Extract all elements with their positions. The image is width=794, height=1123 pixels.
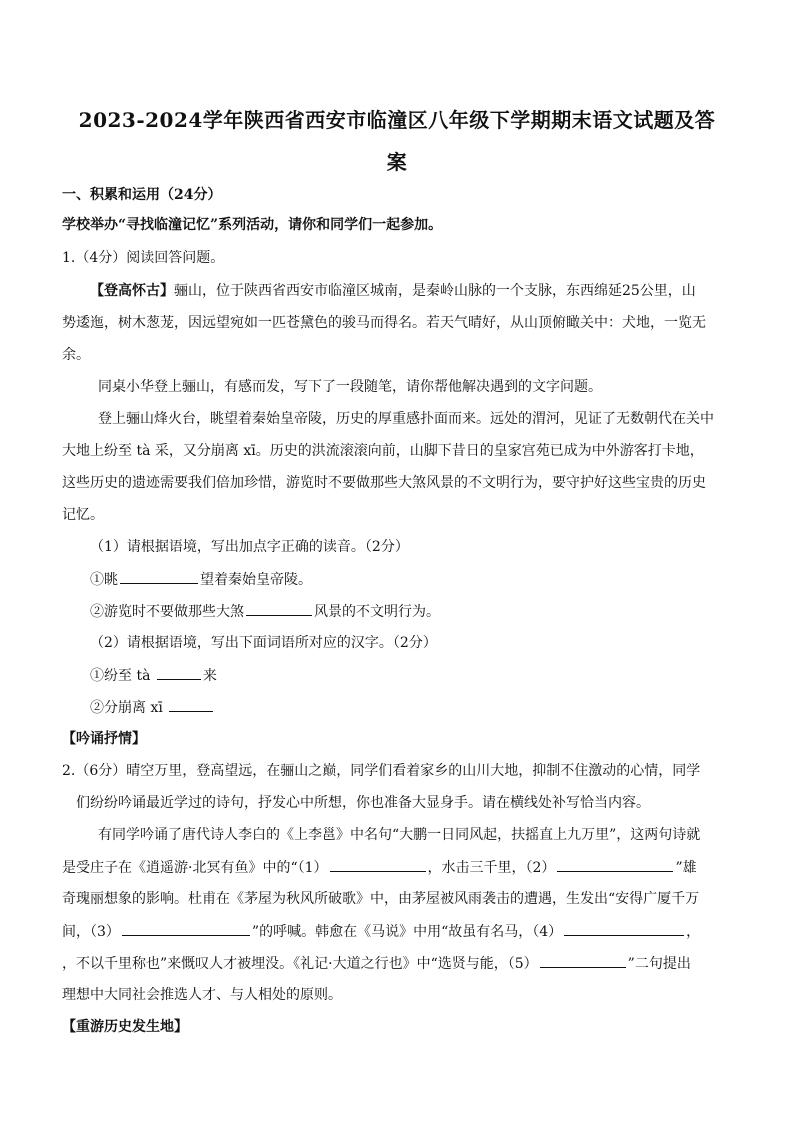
section-recite-heading: 【吟诵抒情】 — [62, 731, 146, 747]
q1-stem: 1.（4分）阅读回答问题。 — [62, 250, 225, 266]
q2-l4-b: ，水击三千里，（2） — [427, 860, 556, 876]
answer-blank[interactable] — [120, 569, 198, 584]
answer-blank[interactable] — [540, 953, 626, 968]
activity-intro: 学校举办“寻找临潼记忆”系列活动，请你和同学们一起参加。 — [62, 217, 443, 233]
sub2-b-pre: ②分崩离 xī — [90, 700, 163, 716]
q1-essay-line2: 大地上纷至 tà 采，又分崩离 xī。历史的洪流滚滚向前，山脚下昔日的皇家宫苑已成为中外游客打卡地， — [62, 443, 704, 459]
answer-blank[interactable] — [330, 857, 426, 872]
page-title-line1: 2023-2024学年陕西省西安市临潼区八年级下学期期末语文试题及答 — [78, 108, 716, 132]
answer-blank[interactable] — [564, 921, 684, 936]
answer-blank[interactable] — [157, 665, 201, 680]
q2-line5: 奇瑰丽想象的影响。杜甫在《茅屋为秋风所破歌》中，由茅屋被风雨袭击的遭遇，生发出“安得广厦千万 — [62, 891, 700, 907]
q2-line6 — [62, 921, 700, 942]
q2-l4-c: ”雄 — [675, 860, 697, 876]
q1-essay-line4: 记忆。 — [62, 507, 104, 523]
answer-blank[interactable] — [246, 601, 312, 616]
q1-passage-line1 — [90, 281, 696, 301]
q2-l6-b: ”的呼喊。韩愈在《马说》中用“故虽有名马，（4） — [251, 924, 563, 940]
q2-line7 — [62, 953, 691, 974]
q1-sub2-prompt: （2）请根据语境，写出下面词语所对应的汉字。（2分） — [90, 635, 437, 651]
q1-sub1-prompt: （1）请根据语境，写出加点字正确的读音。（2分） — [90, 539, 409, 555]
q2-line4 — [62, 857, 697, 878]
q1-sub2-b — [90, 697, 215, 718]
q2-line3: 有同学吟诵了唐代诗人李白的《上李邕》中名句“大鹏一日同风起，扶摇直上九万里”，这两句诗就 — [98, 827, 701, 843]
q1-essay-line3: 这些历史的遗迹需要我们倍加珍惜，游览时不要做那些大煞风景的不文明行为，要守护好这些宝贵的历史 — [62, 475, 706, 491]
passage-label: 【登高怀古】 — [90, 283, 174, 299]
answer-blank[interactable] — [557, 857, 673, 872]
q1-essay-line1: 登上骊山烽火台，眺望着秦始皇帝陵，历史的厚重感扑面而来。远处的渭河，见证了无数朝代在关中 — [98, 411, 714, 427]
section-history-heading: 【重游历史发生地】 — [62, 1019, 188, 1035]
q1-sub2-a — [90, 665, 217, 686]
q2-l7-b: ”二句提出 — [627, 956, 691, 972]
page-title-line2: 案 — [386, 150, 408, 174]
sub2-a-pre: ①纷至 tà — [90, 668, 151, 684]
sub1-b-pre: ②游览时不要做那些大煞 — [90, 604, 244, 620]
sub1-a-pre: ①眺 — [90, 572, 118, 588]
sub1-a-post: 望着秦始皇帝陵。 — [200, 572, 312, 588]
answer-blank[interactable] — [122, 921, 250, 936]
passage-text: 骊山，位于陕西省西安市临潼区城南，是秦岭山脉的一个支脉，东西绵延25公里，山 — [174, 283, 696, 299]
section1-heading: 一、积累和运用（24分） — [62, 187, 222, 203]
q1-passage-line2: 势逶迤，树木葱茏，因远望宛如一匹苍黛色的骏马而得名。若天气晴好，从山顶俯瞰关中：犬地，一览无 — [62, 315, 706, 331]
sub2-a-post: 来 — [202, 668, 217, 684]
q2-l6-c: ， — [686, 924, 701, 940]
q2-line8: 理想中大同社会推选人才、与人相处的原则。 — [62, 987, 342, 1003]
q2-l7-a: ，不以千里称也”来慨叹人才被埋没。《礼记·大道之行也》中“选贤与能，（5） — [62, 956, 538, 972]
q1-prompt: 同桌小华登上骊山，有感而发，写下了一段随笔，请你帮他解决遇到的文字问题。 — [98, 379, 602, 395]
q1-passage-line3: 余。 — [62, 347, 90, 363]
sub1-b-post: 风景的不文明行为。 — [314, 604, 440, 620]
q2-l4-a: 是受庄子在《逍遥游·北冥有鱼》中的“（1） — [62, 860, 328, 876]
q2-line1: 2.（6分）晴空万里，登高望远，在骊山之巅，同学们看着家乡的山川大地，抑制不住激动的心情，同学 — [62, 763, 701, 779]
q1-sub1-b — [90, 601, 440, 622]
answer-blank[interactable] — [169, 697, 213, 712]
q2-line2: 们纷纷吟诵最近学过的诗句，抒发心中所想，你也准备大显身手。请在横线处补写恰当内容。 — [76, 795, 650, 811]
q2-l6-a: 间，（3） — [62, 924, 120, 940]
q1-sub1-a — [90, 569, 312, 590]
